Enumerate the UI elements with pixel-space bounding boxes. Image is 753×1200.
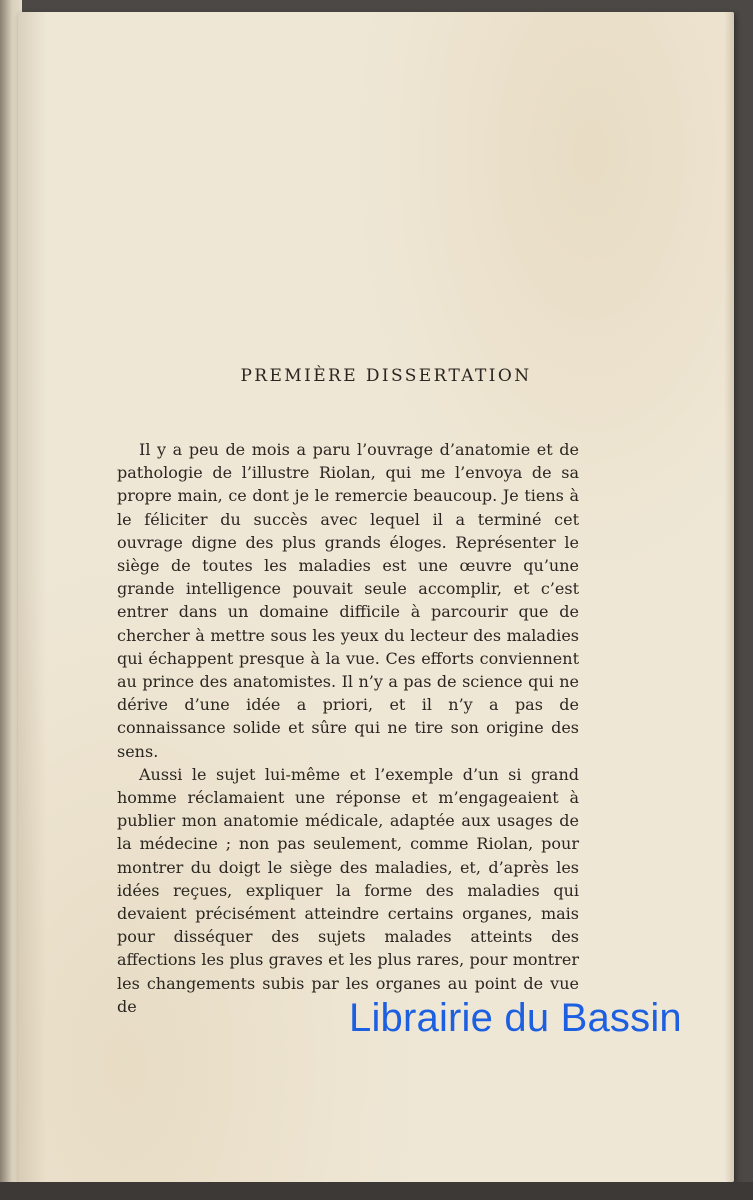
scan-bottom-edge [0, 1182, 753, 1200]
page-heading: PREMIÈRE DISSERTATION [240, 366, 532, 386]
watermark-text: Librairie du Bassin [349, 996, 682, 1040]
page-edge-shadow [724, 12, 734, 1182]
paragraph-1: Il y a peu de mois a paru l’ouvrage d’anatomie et de pathologie de l’illustre Riolan, qui me l’envoya de sa propre main, ce dont je le remercie beaucoup. Je tiens à le féliciter du succès avec lequel il a terminé cet ouvrage digne des plus grands éloges. Représenter le siège de toutes les maladies est une œuvre qu’une grande intelligence pouvait seule accomplir, et c’est entrer dans un domaine difficile à parcourir que de chercher à mettre sous les yeux du lecteur des maladies qui échappent presque à la vue. Ces efforts conviennent au prince des anatomistes. Il n’y a pas de science qui ne dérive d’une idée a priori, et il n’y a pas de connaissance solide et sûre qui ne tire son origine des sens. [117, 440, 579, 761]
body-text [117, 438, 579, 1018]
paragraph-2: Aussi le sujet lui-même et l’exemple d’un si grand homme réclamaient une réponse et m’engageaient à publier mon anatomie médicale, adaptée aux usages de la médecine ; non pas seulement, comme Riolan, pour montrer du doigt le siège des maladies, et, d’après les idées reçues, expliquer la forme des maladies qui devaient précisément atteindre certains organes, mais pour disséquer des sujets malades atteints des affections les plus graves et les plus rares, pour montrer les changements subis par les organes au point de vue de [117, 764, 579, 1016]
